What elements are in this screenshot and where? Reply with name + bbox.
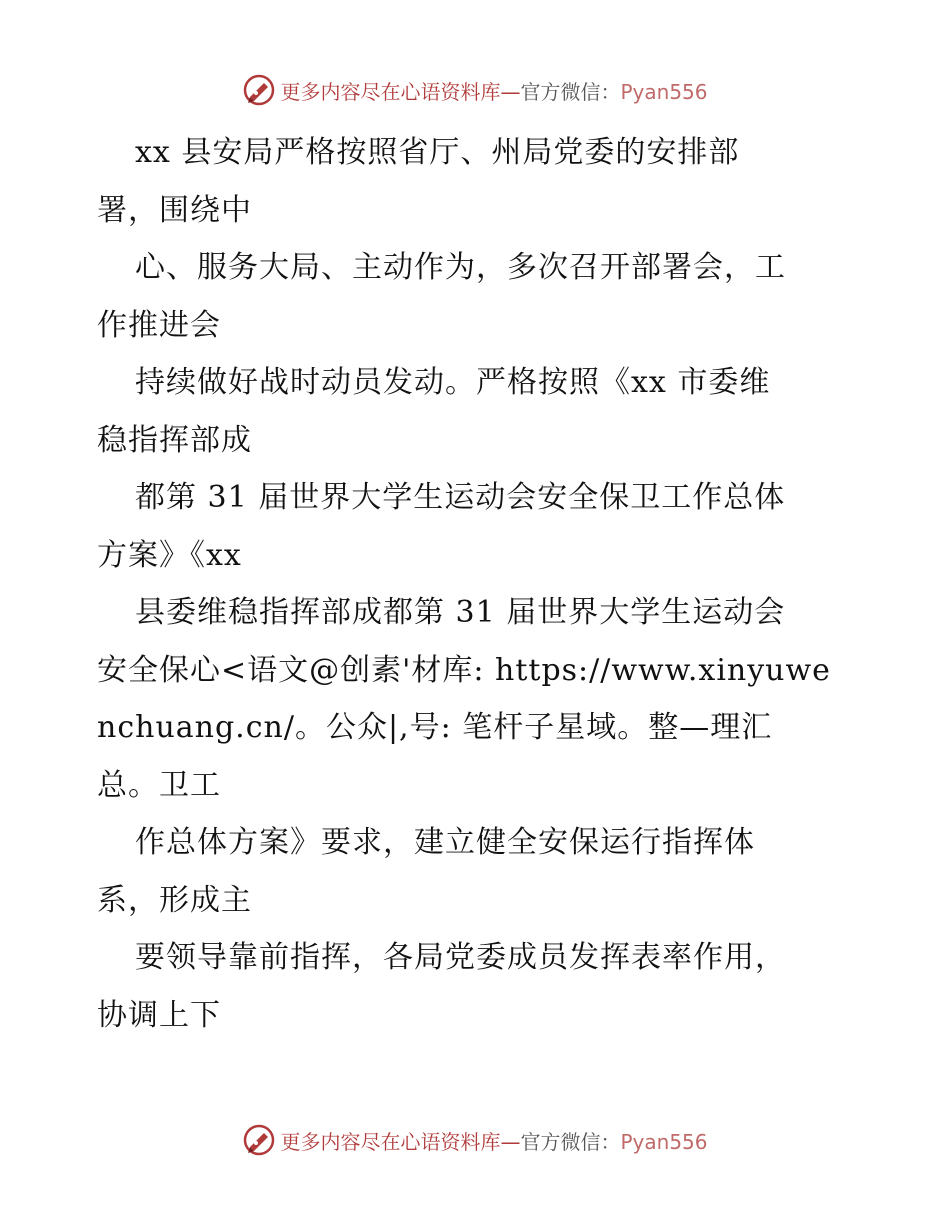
body-line: 持续做好战时动员发动。严格按照《xx 市委维 — [135, 365, 771, 400]
body-line: 要领导靠前指挥，各局党委成员发挥表率作用， — [135, 940, 786, 975]
body-line: 协调上下 — [97, 997, 221, 1033]
header-banner — [0, 70, 950, 110]
body-line: 都第 31 届世界大学生运动会安全保卫工作总体 — [135, 480, 786, 515]
banner-separator: — — [500, 1129, 521, 1154]
banner-separator: — — [500, 79, 521, 104]
body-line: 总。卫工 — [97, 767, 221, 803]
body-line: 安全保心<语文@创素'材库: https://www.xinyuwe — [97, 652, 831, 688]
body-line: 作总体方案》要求，建立健全安保运行指挥体 — [135, 825, 755, 860]
banner-handle: Pyan556 — [620, 79, 708, 104]
body-line: 作推进会 — [97, 307, 221, 343]
banner-handle: Pyan556 — [620, 1129, 708, 1154]
banner-official-label: 官方微信： — [520, 79, 621, 104]
body-line: 署，围绕中 — [97, 192, 252, 228]
banner-text — [280, 1126, 707, 1155]
banner-prefix: 更多内容尽在心语资料库 — [280, 79, 501, 104]
banner-prefix: 更多内容尽在心语资料库 — [280, 1129, 501, 1154]
pen-logo-icon — [242, 1123, 276, 1157]
body-line: nchuang.cn/。公众|,号: 笔杆子星域。整—理汇 — [97, 710, 773, 745]
document-body — [97, 124, 857, 1044]
pen-logo-icon — [242, 73, 276, 107]
body-line: 方案》《xx — [97, 537, 242, 573]
body-line: 稳指挥部成 — [97, 422, 252, 458]
body-line: xx 县安局严格按照省厅、州局党委的安排部 — [135, 135, 740, 170]
banner-text — [280, 76, 707, 105]
body-line: 心、服务大局、主动作为，多次召开部署会，工 — [135, 250, 786, 285]
banner-official-label: 官方微信： — [520, 1129, 621, 1154]
body-line: 系，形成主 — [97, 882, 252, 918]
body-line: 县委维稳指挥部成都第 31 届世界大学生运动会 — [135, 595, 786, 630]
footer-banner — [0, 1120, 950, 1160]
